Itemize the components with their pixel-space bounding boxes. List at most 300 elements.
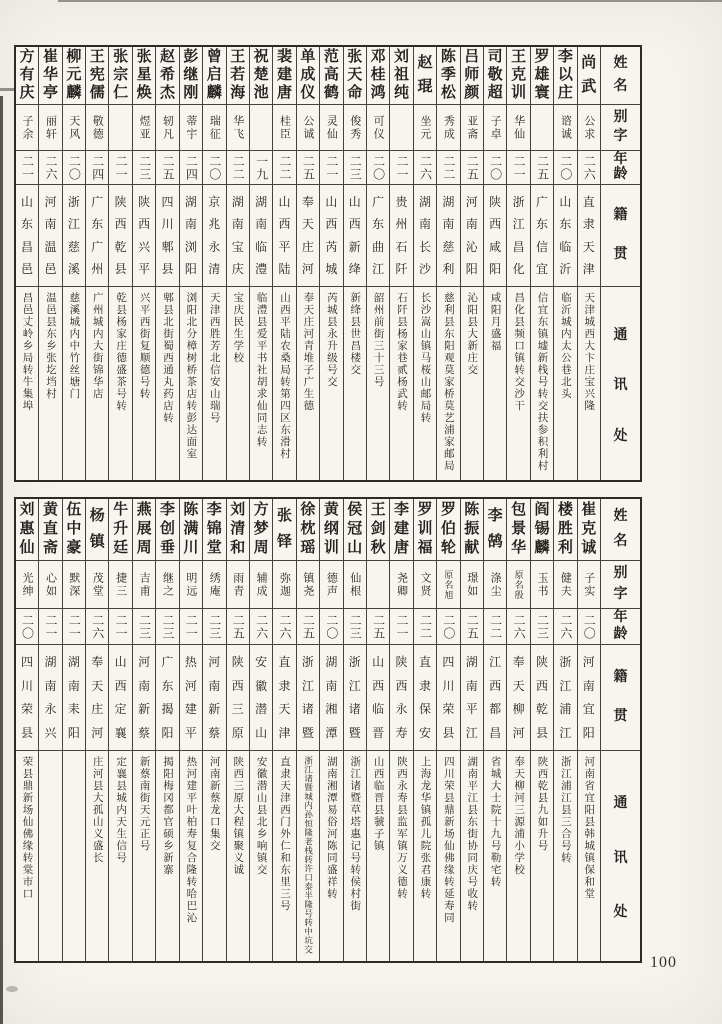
- person-name: 单 成 仪: [300, 49, 316, 101]
- contact-address: 新蔡南街天元正号: [138, 756, 150, 852]
- contact-address: 乾县杨家庄德盛茶号转: [115, 292, 127, 412]
- person-name: 燕 展 周: [136, 502, 152, 556]
- courtesy-name: 丽轩: [44, 114, 57, 141]
- native-place: 湖 南 宝 庆: [231, 194, 244, 277]
- contact-address: 四川荣县鼎新场仙佛缘转延寿同: [442, 756, 454, 924]
- native-place: 奉 天 柳 河: [512, 655, 525, 740]
- native-place: 河 南 温 邑: [44, 194, 57, 277]
- native-place: 京 兆 永 清: [208, 194, 221, 277]
- courtesy-name: 瑞征: [208, 114, 221, 141]
- contact-address: 昌化县频口镇转交沙干: [513, 292, 525, 412]
- age-value: 二二: [418, 613, 433, 640]
- entry-column: [38, 499, 61, 961]
- entry-column: [155, 499, 178, 961]
- person-name: 伍 中 豪: [66, 502, 82, 556]
- person-name: 司 敬 超: [487, 49, 503, 101]
- native-place: 浙 江 诸 暨: [301, 655, 314, 740]
- native-place: 直 隶 保 安: [418, 655, 431, 740]
- entry-column: [62, 47, 85, 480]
- contact-address: 兴平西街复顺德号转: [138, 292, 150, 400]
- age-value: 二二: [231, 154, 246, 181]
- entry-column: [389, 499, 412, 961]
- person-name: 崔 克 诚: [581, 502, 597, 556]
- age-value: 二三: [207, 613, 222, 640]
- age-value: 二六: [254, 613, 269, 640]
- native-place: 安 徽 潜 山: [255, 655, 268, 740]
- native-place: 河 南 新 蔡: [138, 655, 151, 740]
- entry-column: [319, 47, 342, 480]
- native-place: 江 西 都 昌: [489, 655, 502, 740]
- native-place: 湖 南 浏 阳: [184, 194, 197, 277]
- courtesy-name: 绣庵: [208, 571, 221, 598]
- person-name: 黄 直 斋: [42, 502, 58, 556]
- native-place: 山 西 临 晋: [372, 655, 385, 740]
- courtesy-name: 蒂宇: [184, 114, 197, 141]
- courtesy-name: 桂臣: [278, 114, 291, 141]
- native-place: 四 川 荣 县: [442, 655, 455, 740]
- age-value: 二五: [160, 154, 175, 181]
- person-name: 牛 升 廷: [113, 502, 129, 556]
- entry-column: [436, 499, 459, 961]
- native-place: 山 西 芮 城: [325, 194, 338, 277]
- person-name: 邓 桂 鸿: [370, 49, 386, 101]
- contact-address: 庄河县大孤山义盛长: [91, 756, 103, 864]
- native-place: 广 东 信 宜: [535, 194, 548, 277]
- contact-address: 临沂城内太公巷北头: [559, 292, 571, 400]
- person-name: 刘 惠 仙: [19, 502, 35, 556]
- courtesy-name: 坐元: [418, 114, 431, 141]
- native-place: 河 南 沁 阳: [465, 194, 478, 277]
- native-place: 河 南 新 蔡: [208, 655, 221, 740]
- age-value: 二三: [137, 154, 152, 181]
- person-name: 楼 胜 利: [557, 502, 573, 556]
- entry-column: [296, 499, 319, 961]
- page-number: 100: [650, 954, 677, 971]
- courtesy-name: 辅成: [255, 571, 268, 598]
- courtesy-name: 捷三: [114, 571, 127, 598]
- entry-column: [155, 47, 178, 480]
- person-name: 张 星 焕: [136, 49, 152, 101]
- age-value: 二六: [512, 613, 527, 640]
- age-value: 二〇: [67, 154, 82, 181]
- contact-address: 咸阳月盛福: [489, 292, 501, 352]
- entry-column: [249, 47, 272, 480]
- person-name: 曾 启 麟: [206, 49, 222, 101]
- courtesy-name: 文贤: [418, 571, 431, 598]
- courtesy-name: 原名旭: [443, 569, 454, 600]
- age-value: 二六: [418, 154, 433, 181]
- native-place: 湖 南 耒 阳: [67, 655, 80, 740]
- contact-address: 慈溪城内中竹丝塘门: [68, 292, 80, 400]
- courtesy-name: 涤尘: [489, 571, 502, 598]
- person-name: 柳 元 麟: [66, 49, 82, 101]
- entry-column: [226, 499, 249, 961]
- contact-address: 奉天庄河青堆子广生德: [302, 292, 314, 412]
- person-name: 李 创 垂: [159, 502, 175, 556]
- contact-address: 河南省宜阳县韩城镇保和堂: [583, 756, 595, 900]
- native-place: 浙 江 慈 溪: [67, 194, 80, 277]
- contact-address: 安徽潜山县北乡响镇交: [255, 756, 267, 876]
- courtesy-name: 公求: [582, 114, 595, 141]
- age-value: 二四: [184, 154, 199, 181]
- courtesy-name: 子实: [582, 571, 595, 598]
- native-place: 山 西 平 陆: [278, 194, 291, 277]
- age-value: 二五: [301, 154, 316, 181]
- age-value: 二三: [348, 613, 363, 640]
- entry-column: [366, 47, 389, 480]
- entry-column: [319, 499, 342, 961]
- contact-address: 热河建平叶柏寿复合隆转哈巴沁: [185, 756, 197, 924]
- courtesy-name: 玉书: [535, 571, 548, 598]
- contact-address: 陕西三原大程镇聚义诚: [232, 756, 244, 876]
- contact-address: 昌邑丈岭乡局转牛集埠: [21, 292, 33, 412]
- age-value: 二六: [582, 154, 597, 181]
- person-name: 刘 清 和: [230, 502, 246, 556]
- native-place: 河 南 宜 阳: [582, 655, 595, 740]
- native-place: 奉 天 庄 河: [301, 194, 314, 277]
- age-value: 二三: [137, 613, 152, 640]
- age-value: 二五: [535, 154, 550, 181]
- person-name: 罗 训 福: [417, 502, 433, 556]
- entry-column: [202, 499, 225, 961]
- native-place: 山 西 定 襄: [114, 655, 127, 740]
- person-name: 祝 楚 池: [253, 49, 269, 101]
- header-name: 姓 名: [613, 55, 628, 95]
- age-value: 二四: [90, 154, 105, 181]
- person-name: 罗 伯 轮: [440, 502, 456, 556]
- courtesy-name: 谘诚: [559, 114, 572, 141]
- courtesy-name: 心如: [44, 571, 57, 598]
- contact-address: 山西临晋县虢子镇: [372, 756, 384, 852]
- person-name: 张 天 命: [347, 49, 363, 101]
- entry-column: [343, 499, 366, 961]
- entry-column: [132, 499, 155, 961]
- person-name: 尚 武: [581, 55, 597, 95]
- person-name: 方 梦 周: [253, 502, 269, 556]
- native-place: 陕 西 乾 县: [535, 655, 548, 740]
- entry-column: [16, 47, 38, 480]
- age-value: 二一: [395, 154, 410, 181]
- entry-column: [85, 499, 108, 961]
- courtesy-name: 子卓: [489, 114, 502, 141]
- header-name: 姓 名: [613, 509, 628, 549]
- contact-address: 浙江诸暨城内孙恒隆老栈转许口泰半隆号转中坑交: [303, 756, 314, 954]
- entry-column: [413, 499, 436, 961]
- contact-address: 天津西胜芳北信安山瑞号: [208, 292, 220, 424]
- age-value: 二五: [465, 613, 480, 640]
- age-value: 二〇: [324, 613, 339, 640]
- person-name: 吕 师 颜: [464, 49, 480, 101]
- entry-column: [553, 47, 576, 480]
- contact-address: 芮城县永升级号交: [325, 292, 337, 388]
- courtesy-name: 璟如: [465, 571, 478, 598]
- entry-column: [343, 47, 366, 480]
- person-name: 杨 镇: [89, 508, 105, 550]
- contact-address: 宝庆民生学校: [232, 292, 244, 364]
- native-place: 陕 西 乾 县: [114, 194, 127, 277]
- age-value: 二五: [465, 154, 480, 181]
- person-name: 赵 琨: [417, 55, 433, 95]
- contact-address: 揭阳梅冈都官硕乡新寨: [161, 756, 173, 876]
- contact-address: 郫县北街蜀西通丸药店转: [161, 292, 173, 424]
- age-value: 二五: [301, 613, 316, 640]
- header-column: [600, 499, 640, 961]
- age-value: 二三: [348, 154, 363, 181]
- contact-address: 荣县鼎新场仙佛缘转棠市口: [21, 756, 33, 900]
- age-value: 二〇: [488, 154, 503, 181]
- age-value: 二一: [184, 613, 199, 640]
- courtesy-name: 镇尧: [301, 571, 314, 598]
- entry-column: [226, 47, 249, 480]
- courtesy-name: 原名殷: [513, 569, 524, 600]
- person-name: 李 鹄: [487, 508, 503, 550]
- age-value: 二〇: [20, 613, 35, 640]
- age-value: 二一: [512, 154, 527, 181]
- contact-address: 天津城西大卞庄宝兴隆: [583, 292, 595, 412]
- courtesy-name: 华飞: [231, 114, 244, 141]
- courtesy-name: 秀成: [442, 114, 455, 141]
- directory-table-top: [14, 45, 642, 482]
- contact-address: 浙江诸暨草塔惠记号转侯村街: [349, 756, 361, 912]
- person-name: 崔 华 亭: [42, 49, 58, 101]
- native-place: 山 东 昌 邑: [21, 194, 34, 277]
- entry-column: [577, 47, 600, 480]
- contact-address: 陕西乾县九如升号: [536, 756, 548, 852]
- person-name: 张 宗 仁: [113, 49, 129, 101]
- entry-column: [108, 47, 131, 480]
- entry-column: [366, 499, 389, 961]
- courtesy-name: 继之: [161, 571, 174, 598]
- entry-column: [460, 499, 483, 961]
- courtesy-name: 俊秀: [348, 114, 361, 141]
- entry-column: [85, 47, 108, 480]
- person-name: 刘 祖 纯: [394, 49, 410, 101]
- native-place: 直 隶 天 津: [278, 655, 291, 740]
- courtesy-name: 雨青: [231, 571, 244, 598]
- age-value: 二〇: [207, 154, 222, 181]
- courtesy-name: 天风: [67, 114, 80, 141]
- native-place: 山 西 新 绛: [348, 194, 361, 277]
- person-name: 李 锦 堂: [206, 502, 222, 556]
- entry-column: [530, 47, 553, 480]
- person-name: 裴 建 唐: [277, 49, 293, 101]
- person-name: 张 铎: [277, 508, 293, 550]
- native-place: 湖 南 长 沙: [418, 194, 431, 277]
- entry-column: [62, 499, 85, 961]
- age-value: 二六: [43, 154, 58, 181]
- courtesy-name: 吉甫: [138, 571, 151, 598]
- age-value: 二二: [278, 154, 293, 181]
- courtesy-name: 健夫: [559, 571, 572, 598]
- native-place: 山 东 临 沂: [559, 194, 572, 277]
- header-courtesy-name: 别 字: [613, 109, 628, 145]
- contact-address: 慈利县东阳观莫家桥莫艺浦家邮局: [442, 292, 454, 472]
- courtesy-name: 弥迦: [278, 571, 291, 598]
- entry-column: [553, 499, 576, 961]
- native-place: 奉 天 庄 河: [91, 655, 104, 740]
- person-name: 范 高 鹤: [323, 49, 339, 101]
- courtesy-name: 茂堂: [91, 571, 104, 598]
- contact-address: 定襄县城内天生信号: [115, 756, 127, 864]
- courtesy-name: 可仪: [372, 114, 385, 141]
- person-name: 王 宪 儒: [89, 49, 105, 101]
- header-native-place: 籍 贯: [613, 669, 628, 725]
- contact-address: 浏阳北分樟树桥茶店转彭达面室: [185, 292, 197, 460]
- contact-address: 湖南湘潭易俗河陈同盛祥转: [325, 756, 337, 900]
- entry-column: [296, 47, 319, 480]
- courtesy-name: 光绅: [21, 571, 34, 598]
- age-value: 二一: [395, 613, 410, 640]
- courtesy-name: 灵仙: [325, 114, 338, 141]
- native-place: 陕 西 永 寿: [395, 655, 408, 740]
- person-name: 罗 雄 寰: [534, 49, 550, 101]
- age-value: 二三: [535, 613, 550, 640]
- age-value: 二五: [371, 613, 386, 640]
- entry-column: [179, 499, 202, 961]
- native-place: 浙 江 昌 化: [512, 194, 525, 277]
- person-name: 王 克 训: [511, 49, 527, 101]
- header-age: 年 龄: [613, 151, 628, 183]
- native-place: 湖 南 慈 利: [442, 194, 455, 277]
- person-name: 王 若 海: [230, 49, 246, 101]
- header-contact: 通 讯 处: [613, 327, 628, 444]
- age-value: 二〇: [441, 613, 456, 640]
- native-place: 贵 州 石 阡: [395, 194, 408, 277]
- courtesy-name: 仙根: [348, 571, 361, 598]
- native-place: 广 东 曲 江: [372, 194, 385, 277]
- native-place: 四 川 荣 县: [21, 655, 34, 740]
- person-name: 黄 纲 训: [323, 502, 339, 556]
- age-value: 二一: [114, 613, 129, 640]
- contact-address: 新绛县世昌楼交: [349, 292, 361, 376]
- entry-column: [38, 47, 61, 480]
- courtesy-name: 亚斋: [465, 114, 478, 141]
- age-value: 二一: [43, 613, 58, 640]
- age-value: 二三: [160, 613, 175, 640]
- contact-address: 陕西永寿县监军镇万义德转: [396, 756, 408, 900]
- courtesy-name: 子余: [21, 114, 34, 141]
- header-contact: 通 讯 处: [613, 795, 628, 921]
- contact-address: 奉天柳河三源浦小学校: [513, 756, 525, 876]
- entry-column: [577, 499, 600, 961]
- entry-column: [436, 47, 459, 480]
- entry-column: [249, 499, 272, 961]
- age-value: 二一: [67, 613, 82, 640]
- courtesy-name: 德声: [325, 571, 338, 598]
- contact-address: 山西平陆农桑局转第四区东滑村: [279, 292, 291, 460]
- entry-column: [272, 47, 295, 480]
- native-place: 陕 西 兴 平: [138, 194, 151, 277]
- native-place: 浙 江 浦 江: [559, 655, 572, 740]
- age-value: 二〇: [371, 154, 386, 181]
- age-value: 二〇: [582, 613, 597, 640]
- entry-column: [460, 47, 483, 480]
- header-courtesy-name: 别 字: [613, 566, 628, 602]
- native-place: 热 河 建 平: [184, 655, 197, 740]
- age-value: 二六: [90, 613, 105, 640]
- person-name: 包 景 华: [511, 502, 527, 556]
- person-name: 阎 锡 麟: [534, 502, 550, 556]
- person-name: 徐 枕 瑶: [300, 502, 316, 556]
- native-place: 直 隶 天 津: [582, 194, 595, 277]
- scan-smudge-artifact: [6, 986, 18, 992]
- age-value: 一九: [254, 154, 269, 181]
- contact-address: 河南新蔡龙口集交: [208, 756, 220, 852]
- native-place: 广 东 广 州: [91, 194, 104, 277]
- age-value: 二二: [441, 154, 456, 181]
- contact-address: 石阡县杨家巷贰杨武转: [396, 292, 408, 412]
- contact-address: 浙江浦江县三合号转: [559, 756, 571, 864]
- person-name: 侯 冠 山: [347, 502, 363, 556]
- header-age: 年 龄: [613, 610, 628, 642]
- entry-column: [483, 47, 506, 480]
- courtesy-name: 公诚: [301, 114, 314, 141]
- scan-top-edge-artifact: [58, 0, 722, 2]
- native-place: 陕 西 三 原: [231, 655, 244, 740]
- person-name: 彭 继 刚: [183, 49, 199, 101]
- contact-address: 温邑县东乡张圪垱村: [44, 292, 56, 400]
- native-place: 陕 西 咸 阳: [489, 194, 502, 277]
- age-value: 二一: [324, 154, 339, 181]
- entry-column: [108, 499, 131, 961]
- age-value: 二六: [558, 613, 573, 640]
- contact-address: 长沙嵩山镇马桜山邮局转: [419, 292, 431, 424]
- contact-address: 直隶天津西门外仁和东里三号: [279, 756, 291, 912]
- native-place: 四 川 郫 县: [161, 194, 174, 277]
- entry-column: [16, 499, 38, 961]
- entry-column: [413, 47, 436, 480]
- contact-address: 信宜东镇墟新栈号转交扶参积利村: [536, 292, 548, 472]
- entry-column: [530, 499, 553, 961]
- entry-column: [132, 47, 155, 480]
- entry-column: [483, 499, 506, 961]
- native-place: 湖 南 平 江: [465, 655, 478, 740]
- courtesy-name: 华仙: [512, 114, 525, 141]
- contact-address: 沁阳县大新庄交: [466, 292, 478, 376]
- age-value: 二一: [20, 154, 35, 181]
- courtesy-name: 煜亚: [138, 114, 151, 141]
- native-place: 湖 南 湘 潭: [325, 655, 338, 740]
- contact-address: 上海龙华镇孤儿院张君康转: [419, 756, 431, 900]
- contact-address: 省城大士院十九号勒宅转: [489, 756, 501, 888]
- directory-table-bottom: [14, 497, 642, 963]
- person-name: 陈 满 川: [183, 502, 199, 556]
- native-place: 广 东 揭 阳: [161, 655, 174, 740]
- courtesy-name: 敬德: [91, 114, 104, 141]
- person-name: 李 以 庄: [557, 49, 573, 101]
- courtesy-name: 尧卿: [395, 571, 408, 598]
- contact-address: 临澧县爱平书社胡求仙同志转: [255, 292, 267, 448]
- native-place: 湖 南 临 澧: [255, 194, 268, 277]
- person-name: 赵 希 杰: [159, 49, 175, 101]
- contact-address: 韶州前街三十三号: [372, 292, 384, 388]
- age-value: 二一: [114, 154, 129, 181]
- person-name: 方 有 庆: [19, 49, 35, 101]
- native-place: 浙 江 诸 暨: [348, 655, 361, 740]
- entry-column: [272, 499, 295, 961]
- header-native-place: 籍 贯: [613, 208, 628, 262]
- scan-left-edge-artifact: [0, 96, 3, 1024]
- header-column: [600, 47, 640, 480]
- person-name: 陈 振 献: [464, 502, 480, 556]
- entry-column: [506, 47, 529, 480]
- age-value: 二二: [488, 613, 503, 640]
- entry-column: [202, 47, 225, 480]
- age-value: 二五: [231, 613, 246, 640]
- person-name: 李 建 唐: [394, 502, 410, 556]
- age-value: 二六: [278, 613, 293, 640]
- age-value: 二〇: [558, 154, 573, 181]
